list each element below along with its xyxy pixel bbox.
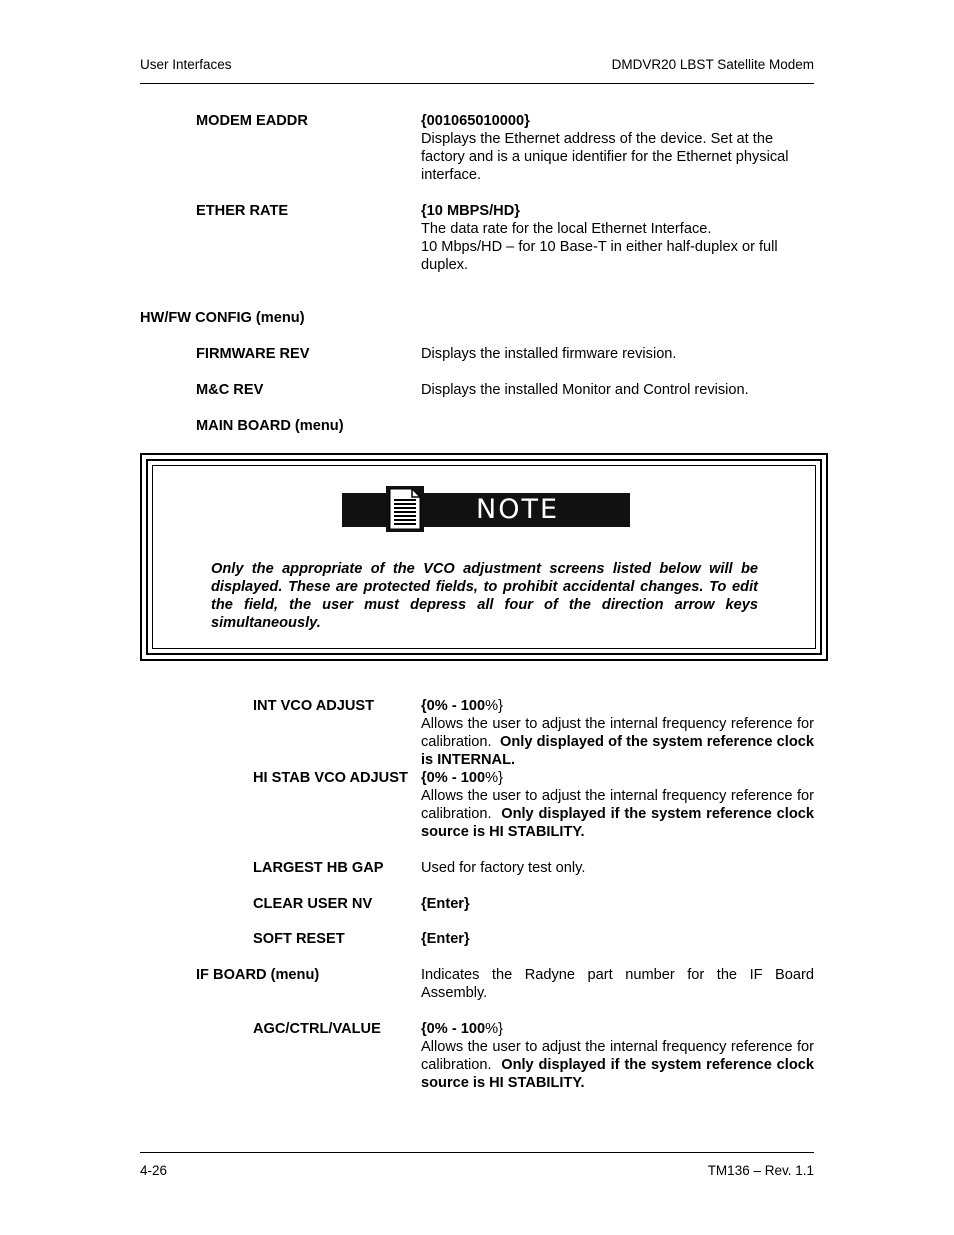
modem-eaddr-line: Displays the Ethernet address of the device. Set at the (421, 131, 774, 147)
int-vco-text: Allows the user to adjust the internal frequency reference for calibration. Only displayed of the system reference clock is INTERNAL. (421, 716, 814, 768)
int-vco-desc (421, 697, 814, 769)
ether-rate-value: {10 MBPS/HD} (421, 203, 520, 219)
hwfw-config-heading: HW/FW CONFIG (menu) (140, 310, 305, 326)
note-text: Only the appropriate of the VCO adjustment screens listed below will be displayed. These are protected fields, to prohibit accidental changes. To edit the field, the user must depress all four of the direction arrow keys simultaneously. (211, 561, 758, 631)
hi-stab-vco-text: Allows the user to adjust the internal frequency reference for calibration. Only displayed if the system reference clock source is HI STABILITY. (421, 788, 814, 840)
hi-stab-vco-label: HI STAB VCO ADJUST (253, 770, 408, 786)
agc-ctrl-value: {0% - 100%} (421, 1021, 503, 1037)
main-board-heading: MAIN BOARD (menu) (196, 418, 344, 434)
int-vco-value: {0% - 100%} (421, 698, 503, 714)
agc-ctrl-label: AGC/CTRL/VALUE (253, 1021, 381, 1037)
if-board-text: Indicates the Radyne part number for the IF Board Assembly. (421, 967, 814, 1001)
hi-stab-vco-desc (421, 769, 814, 841)
ether-rate-label: ETHER RATE (196, 203, 289, 219)
int-vco-label: INT VCO ADJUST (253, 698, 375, 714)
header-rule (140, 83, 814, 84)
firmware-rev-text: Displays the installed firmware revision. (421, 346, 677, 362)
agc-ctrl-desc (421, 1020, 814, 1092)
firmware-rev-label: FIRMWARE REV (196, 346, 310, 362)
ether-rate-line: 10 Mbps/HD – for 10 Base-T in either half-duplex or full (421, 239, 778, 255)
ether-rate-desc (421, 202, 814, 274)
footer-page-number: 4-26 (140, 1163, 168, 1178)
clear-user-nv-value: {Enter} (421, 896, 470, 912)
modem-eaddr-line: factory and is a unique identifier for the Ethernet physical (421, 149, 789, 165)
header-left: User Interfaces (140, 57, 232, 72)
largest-hb-gap-text: Used for factory test only. (421, 860, 586, 876)
largest-hb-gap-label: LARGEST HB GAP (253, 860, 384, 876)
mc-rev-label: M&C REV (196, 382, 264, 398)
agc-ctrl-text: Allows the user to adjust the internal frequency reference for calibration. Only displayed if the system reference clock source is HI STABILITY. (421, 1039, 814, 1091)
soft-reset-label: SOFT RESET (253, 931, 345, 947)
note-banner-text: NOTE (476, 494, 560, 525)
footer-rule (140, 1152, 814, 1153)
ether-rate-line: duplex. (421, 257, 469, 273)
ether-rate-line: The data rate for the local Ethernet Interface. (421, 221, 712, 237)
mc-rev-text: Displays the installed Monitor and Control revision. (421, 382, 749, 398)
modem-eaddr-label: MODEM EADDR (196, 113, 308, 129)
clear-user-nv-label: CLEAR USER NV (253, 896, 373, 912)
footer-doc-rev: TM136 – Rev. 1.1 (707, 1163, 814, 1178)
hi-stab-vco-value: {0% - 100%} (421, 770, 503, 786)
modem-eaddr-line: interface. (421, 167, 482, 183)
document-icon (386, 486, 424, 532)
soft-reset-value: {Enter} (421, 931, 470, 947)
if-board-label: IF BOARD (menu) (196, 967, 320, 983)
header-right: DMDVR20 LBST Satellite Modem (611, 57, 814, 72)
modem-eaddr-desc (421, 112, 814, 184)
modem-eaddr-value: {001065010000} (421, 113, 530, 129)
